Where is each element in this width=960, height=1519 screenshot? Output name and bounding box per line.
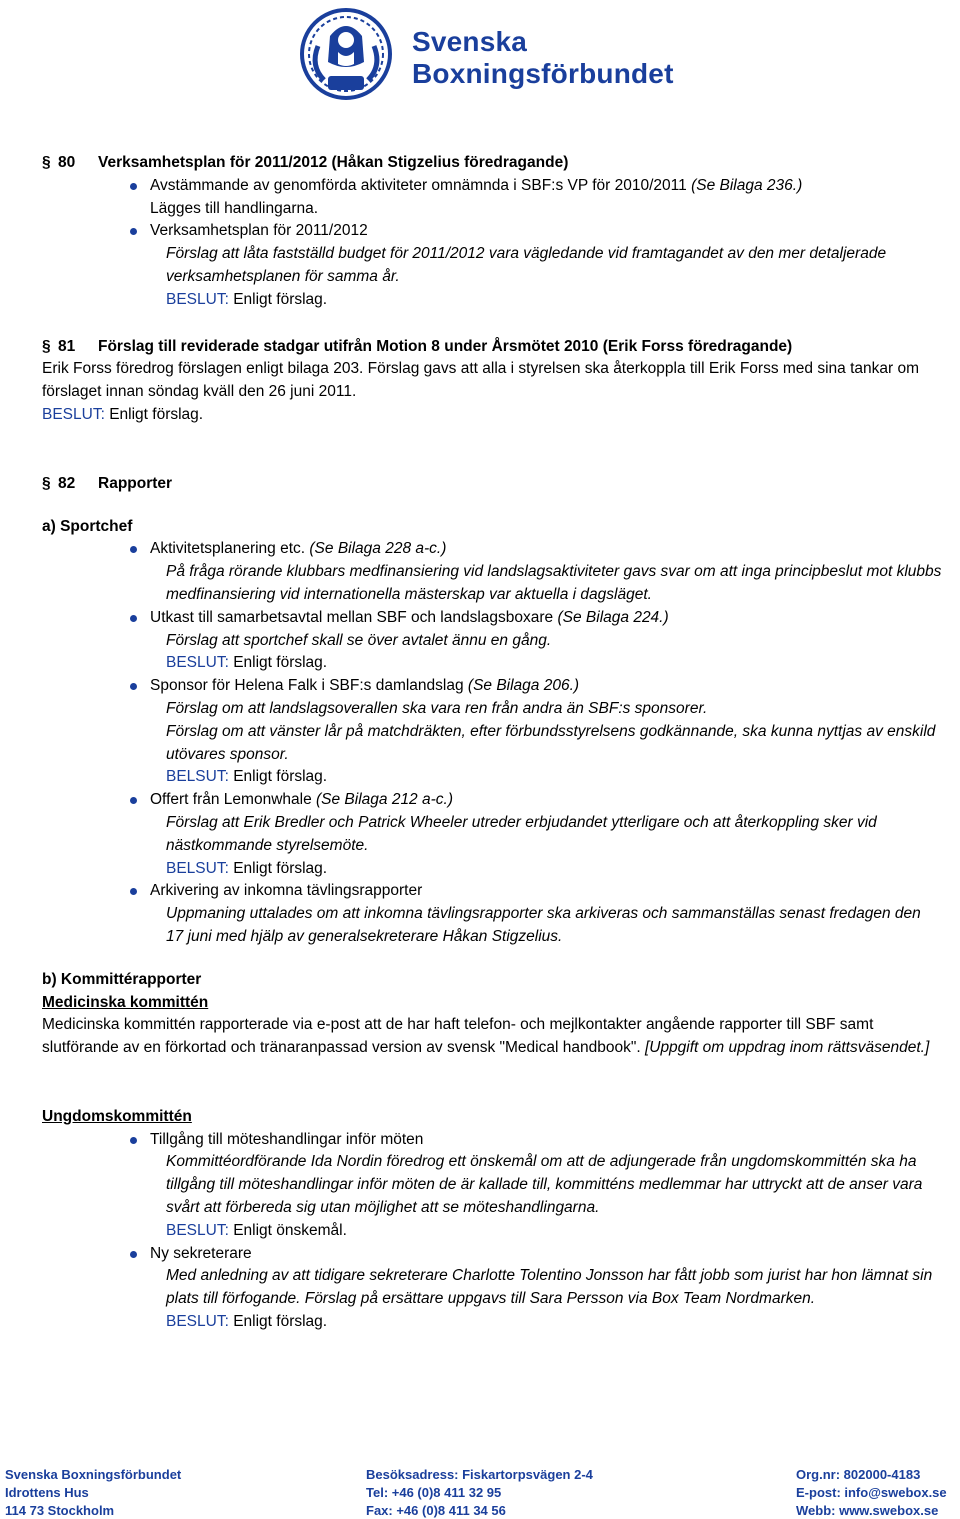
item-text: På fråga rörande klubbars medfinansiering vid landslagsaktiviteter gavs svar om att inga principbeslut mot klubbs medfinansiering vid internationella mästerskap var aktuella i dagsläget. xyxy=(166,563,942,603)
beslut-text: Enligt önskemål. xyxy=(228,1221,347,1239)
list-item xyxy=(42,789,942,880)
beslut-line xyxy=(42,404,942,427)
beslut-label: BESLUT: xyxy=(166,1221,229,1239)
footer-phone: Tel: +46 (0)8 411 32 95 xyxy=(366,1485,502,1500)
footer-col-contact xyxy=(366,1466,593,1519)
list-item xyxy=(42,538,942,606)
footer-col-address xyxy=(5,1466,181,1519)
brand-line2: Boxningsförbundet xyxy=(412,58,674,89)
bullet-icon xyxy=(130,228,137,235)
subheading-sportchef: a) Sportchef xyxy=(42,517,133,535)
list-item xyxy=(42,607,942,675)
list-item xyxy=(42,220,942,311)
beslut-label: BELSUT: xyxy=(166,859,229,877)
header-logo xyxy=(300,6,700,102)
item-text: Förslag om att landslagsoverallen ska vara ren från andra än SBF:s sponsorer. xyxy=(166,699,708,717)
section-80 xyxy=(42,152,942,175)
beslut-line xyxy=(150,1311,942,1334)
beslut-text: Enligt förslag. xyxy=(228,290,328,308)
item-title: Offert från Lemonwhale xyxy=(150,791,316,809)
item-title: Utkast till samarbetsavtal mellan SBF och landslagsboxare xyxy=(150,608,558,626)
section-marker: § xyxy=(42,474,51,492)
section-title: Verksamhetsplan för 2011/2012 (Håkan Stigzelius föredragande) xyxy=(98,154,569,171)
beslut-line xyxy=(150,766,942,789)
section-heading xyxy=(58,336,942,359)
footer-building: Idrottens Hus xyxy=(5,1485,89,1500)
section-heading xyxy=(58,473,942,496)
beslut-label: BESLUT: xyxy=(166,654,229,672)
beslut-text: Enligt förslag. xyxy=(228,1313,328,1331)
item-ref: (Se Bilaga 224.) xyxy=(557,608,669,626)
item-text: Med anledning av att tidigare sekreterare Charlotte Tolentino Jonsson har fått jobb som jurist har hon lämnat sin plats till förfogande. Förslag på ersättare uppgavs till Sara Persson via Box Team Nordmarken. xyxy=(166,1267,933,1308)
footer-website: Webb: www.swebox.se xyxy=(796,1503,939,1518)
item-title: Avstämmande av genomförda aktiviteter omnämnda i SBF:s VP för 2010/2011 xyxy=(150,176,692,194)
medicinska-note: [Uppgift om uppdrag inom rättsväsendet.] xyxy=(644,1039,930,1057)
section-title: Rapporter xyxy=(98,474,173,492)
beslut-line xyxy=(150,1220,942,1243)
bullet-icon xyxy=(130,183,137,190)
sportchef-list xyxy=(42,538,942,948)
beslut-line xyxy=(150,289,942,312)
beslut-label: BESLUT: xyxy=(42,405,105,423)
item-text: Kommittéordförande Ida Nordin föredrog ett önskemål om att de adjungerade från ungdomskommittén ska ha tillgång till möteshandlingar inför möten de är kallade till, kommitténs medlemmar har uttryckt att de anser vara svårt att förbereda sig utan möjlighet att se möteshandlingarna. xyxy=(166,1153,923,1217)
item-ref: (Se Bilaga 206.) xyxy=(467,677,580,695)
item-title: Sponsor för Helena Falk i SBF:s damlandslag xyxy=(150,677,468,695)
item-text: Förslag att låta fastställd budget för 2011/2012 vara vägledande vid framtagandet av den mer detaljerade verksamhetsplanen för samma år. xyxy=(166,245,887,285)
beslut-line xyxy=(150,652,942,675)
beslut-text: Enligt förslag. xyxy=(104,405,204,423)
beslut-label: BESLUT: xyxy=(166,290,229,308)
subheading-kommitterapporter: b) Kommittérapporter xyxy=(42,970,202,988)
item-title: Aktivitetsplanering etc. xyxy=(150,540,310,558)
item-ref: (Se Bilaga 236.) xyxy=(691,176,803,194)
section-81 xyxy=(42,336,942,359)
item-text: Förslag att sportchef skall se över avtalet ännu en gång. xyxy=(166,631,552,649)
brand-name xyxy=(412,26,674,90)
bullet-icon xyxy=(130,683,137,690)
beslut-label: BELSUT: xyxy=(166,768,229,786)
section-81-text: Erik Forss föredrog förslagen enligt bilaga 203. Förslag gavs att alla i styrelsen ska återkoppla till Erik Forss med sina tankar om förslaget innan söndag kväll den 26 juni 2011. xyxy=(42,360,919,401)
section-number: 82 xyxy=(58,474,76,492)
list-item xyxy=(42,880,942,948)
list-item xyxy=(42,675,942,789)
footer-org-name: Svenska Boxningsförbundet xyxy=(5,1467,182,1482)
section-marker: § xyxy=(42,337,51,355)
beslut-text: Enligt förslag. xyxy=(228,859,328,877)
bullet-icon xyxy=(130,546,137,553)
item-title: Arkivering av inkomna tävlingsrapporter xyxy=(150,882,423,900)
item-text: Uppmaning uttalades om att inkomna tävlingsrapporter ska arkiveras och sammanställas senast fredagen den 17 juni med hjälp av generalsekreterare Håkan Stigzelius. xyxy=(166,905,921,945)
subheading-medicinska: Medicinska kommittén xyxy=(42,993,209,1011)
subheading-ungdom: Ungdomskommittén xyxy=(42,1107,192,1125)
section-heading xyxy=(58,152,942,175)
item-note: Lägges till handlingarna. xyxy=(150,199,319,217)
medicinska-text xyxy=(42,1014,942,1060)
document-body xyxy=(42,152,942,1334)
list-item xyxy=(42,1129,942,1243)
list-item xyxy=(42,1243,942,1334)
footer-email: E-post: info@swebox.se xyxy=(796,1485,947,1500)
footer-city: 114 73 Stockholm xyxy=(5,1503,115,1518)
beslut-label: BESLUT: xyxy=(166,1313,229,1331)
bullet-icon xyxy=(130,888,137,895)
section-number: 80 xyxy=(58,154,76,171)
brand-line1: Svenska xyxy=(412,26,528,57)
footer-visit-address: Besöksadress: Fiskartorpsvägen 2-4 xyxy=(366,1467,593,1482)
section-80-list xyxy=(42,175,942,312)
beslut-text: Enligt förslag. xyxy=(228,654,328,672)
section-marker: § xyxy=(42,154,51,171)
section-82 xyxy=(42,473,942,496)
section-number: 81 xyxy=(58,337,76,355)
item-ref: (Se Bilaga 212 a-c.) xyxy=(316,791,453,809)
item-title: Tillgång till möteshandlingar inför möten xyxy=(150,1130,424,1148)
beslut-line xyxy=(150,858,942,881)
list-item xyxy=(42,175,942,221)
bullet-icon xyxy=(130,1251,137,1258)
bullet-icon xyxy=(130,797,137,804)
item-title: Ny sekreterare xyxy=(150,1244,252,1262)
medicinska-body: Medicinska kommittén rapporterade via e-post att de har haft telefon- och mejlkontakter angående rapporter till SBF samt slutförande av en förkortad och tränaranpassad version av svensk "Medical handbook". xyxy=(42,1016,874,1057)
footer-fax: Fax: +46 (0)8 411 34 56 xyxy=(366,1503,506,1518)
item-title: Verksamhetsplan för 2011/2012 xyxy=(150,222,368,240)
item-ref: (Se Bilaga 228 a-c.) xyxy=(309,540,447,558)
footer-col-web xyxy=(796,1466,947,1519)
sbf-seal-logo xyxy=(300,6,392,102)
bullet-icon xyxy=(130,1137,137,1144)
beslut-text: Enligt förslag. xyxy=(228,768,328,786)
item-text-2: Förslag om att vänster lår på matchdräkten, efter förbundsstyrelsens godkännande, ska kunna nyttjas av enskild utövares sponsor. xyxy=(166,722,936,763)
section-title: Förslag till reviderade stadgar utifrån Motion 8 under Årsmötet 2010 (Erik Forss föredragande) xyxy=(98,337,793,355)
footer-orgnr: Org.nr: 802000-4183 xyxy=(796,1467,921,1482)
ungdom-list xyxy=(42,1129,942,1334)
item-text: Förslag att Erik Bredler och Patrick Wheeler utreder erbjudandet ytterligare och att återkoppling sker vid nästkommande styrelsemöte. xyxy=(166,813,877,854)
bullet-icon xyxy=(130,615,137,622)
